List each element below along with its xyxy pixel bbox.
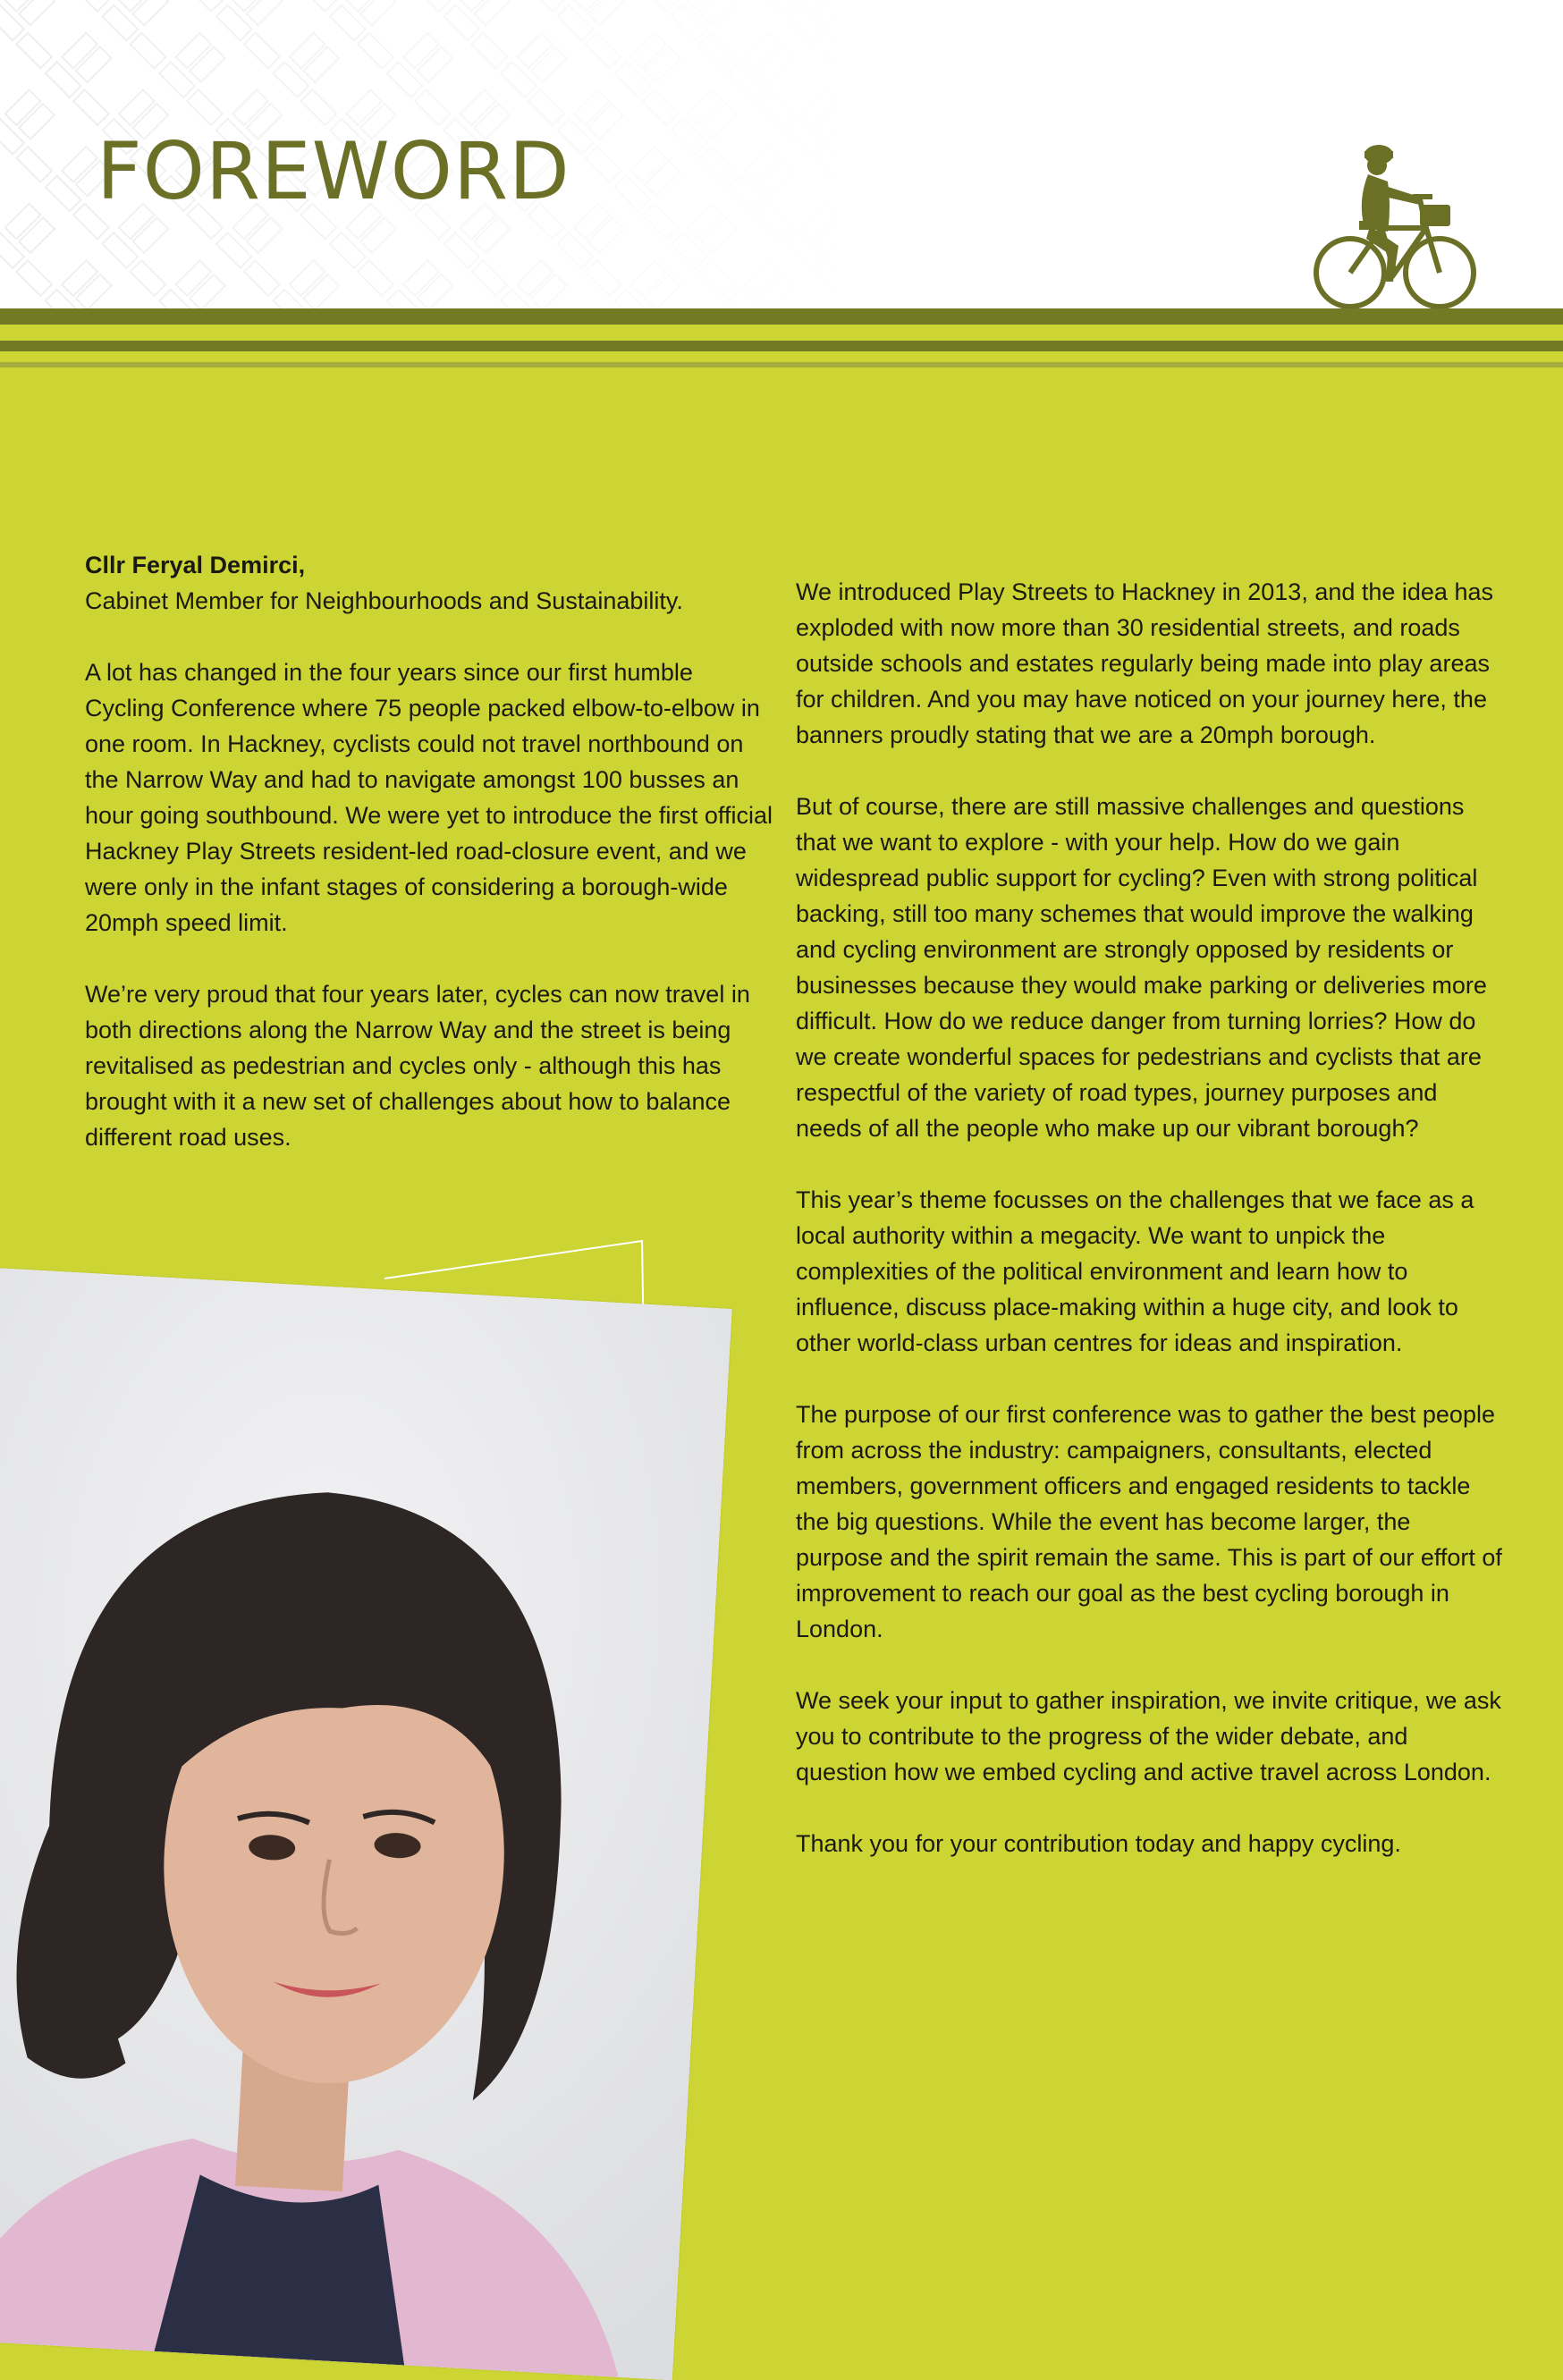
author-block — [85, 547, 773, 619]
body-paragraph: We seek your input to gather inspiration, we invite critique, we ask you to contribute to the progress of the wider debate, and question how we embed cycling and active travel across London. — [796, 1687, 1501, 1785]
body-paragraph: A lot has changed in the four years since our first humble Cycling Conference where 75 people packed elbow-to-elbow in one room. In Hackney, cyclists could not travel northbound on the Narrow Way and had to navigate amongst 100 busses an hour going southbound. We were yet to introduce the first official Hackney Play Streets resident-led road-closure event, and we were only in the infant stages of considering a borough-wide 20mph speed limit. — [85, 659, 773, 936]
body-paragraph: The purpose of our first conference was to gather the best people from across the industry: campaigners, consultants, elected members, government officers and engaged residents to tackle the big questions. While the event has become larger, the purpose and the spirit remain the same. This is part of our effort of improvement to reach our goal as the best cycling borough in London. — [796, 1401, 1502, 1642]
page-header — [0, 0, 1563, 308]
portrait-photo — [0, 1265, 732, 2380]
right-column — [796, 574, 1502, 1897]
header-stripe-thin — [0, 362, 1563, 367]
author-role: Cabinet Member for Neighbourhoods and Sustainability. — [85, 587, 683, 614]
left-column — [85, 547, 773, 1191]
author-name: Cllr Feryal Demirci, — [85, 552, 306, 578]
body-paragraph: But of course, there are still massive challenges and questions that we want to explore - with your help. How do we gain widespread public support for cycling? Even with strong political backing, still too many schemes that would improve the walking and cycling environment are strongly opposed by residents or businesses because they would make parking or deliveries more difficult. How do we reduce danger from turning lorries? How do we create wonderful spaces for pedestrians and cyclists that are respectful of the variety of road types, journey purposes and needs of all the people who make up our vibrant borough? — [796, 793, 1487, 1142]
cyclist-icon — [1305, 139, 1484, 308]
page-title: FOREWORD — [97, 125, 570, 217]
body-paragraph: We introduced Play Streets to Hackney in 2013, and the idea has exploded with now more than 30 residential streets, and roads outside schools and estates regularly being made into play areas for children. And you may have noticed on your journey here, the banners proudly stating that we are a 20mph borough. — [796, 578, 1493, 748]
portrait-illustration — [0, 1265, 732, 2380]
body-paragraph: Thank you for your contribution today and happy cycling. — [796, 1830, 1401, 1857]
body-paragraph: This year’s theme focusses on the challenges that we face as a local authority within a megacity. We want to unpick the complexities of the political environment and learn how to influence, discuss place-making within a huge city, and look to other world-class urban centres for ideas and inspiration. — [796, 1186, 1474, 1356]
header-stripe-medium — [0, 341, 1563, 351]
header-stripe-thick — [0, 308, 1563, 325]
body-paragraph: We’re very proud that four years later, cycles can now travel in both directions along the Narrow Way and the street is being revitalised as pedestrian and cycles only - although this has brought with it a new set of challenges about how to balance different road uses. — [85, 981, 750, 1151]
